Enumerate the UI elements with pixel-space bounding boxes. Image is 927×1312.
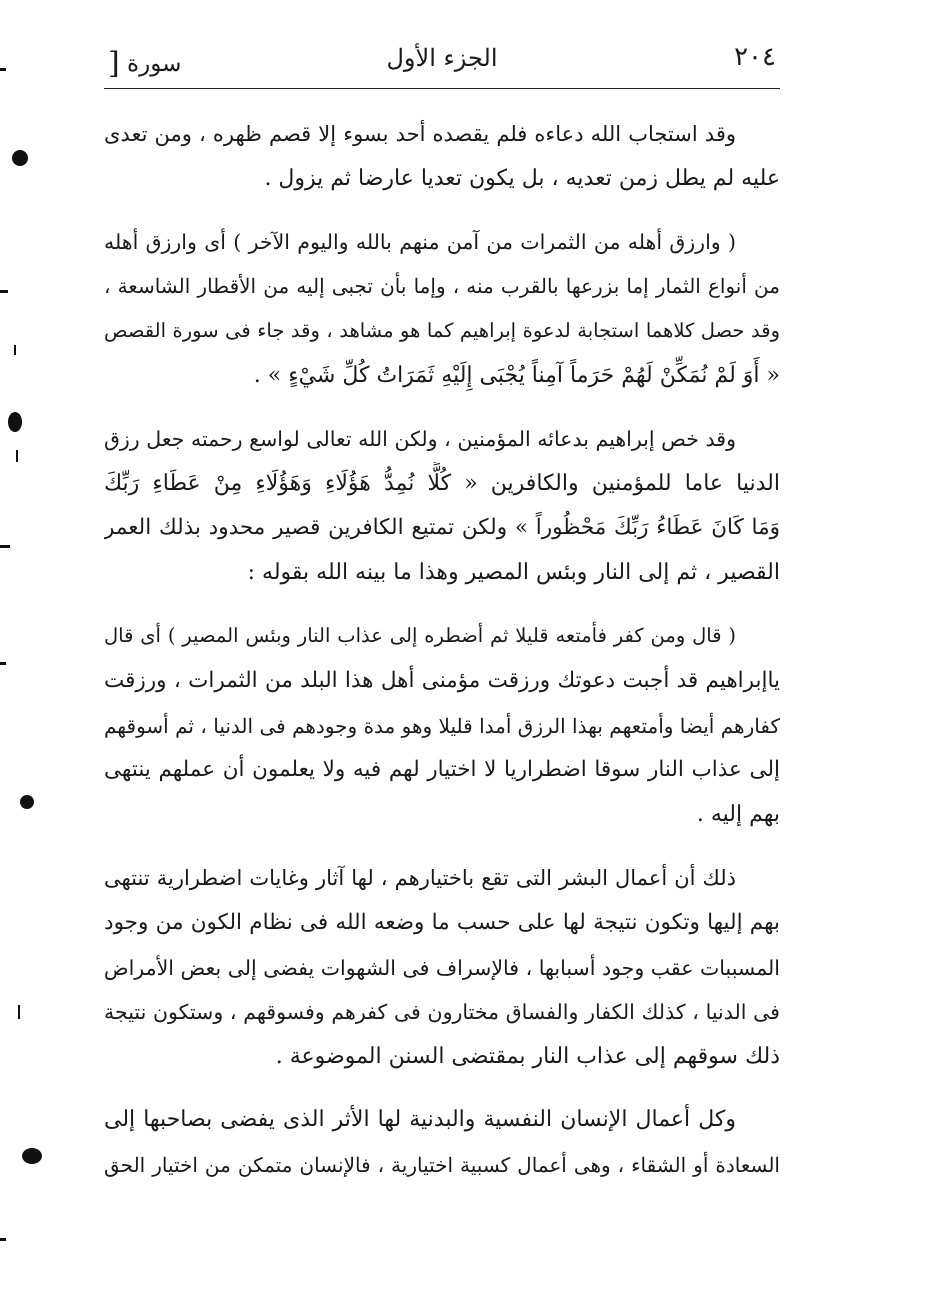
- text-line: عليه لم يطل زمن تعديه ، بل يكون تعديا عارضا ثم يزول .: [264, 165, 780, 191]
- paragraph-gap: [104, 202, 780, 220]
- surah-label-text: سورة: [127, 51, 182, 77]
- text-line: ذلك أن أعمال البشر التى تقع باختيارهم ، لها آثار وغايات اضطرارية تنتهى: [104, 865, 736, 890]
- text-line: وقد خص إبراهيم بدعائه المؤمنين ، ولكن الله تعالى لواسع رحمته جعل رزق: [104, 426, 736, 451]
- scan-tick: [0, 662, 6, 665]
- scan-tick: [0, 290, 8, 293]
- scan-tick: [0, 1238, 6, 1241]
- scan-speck: [20, 795, 34, 809]
- scan-tick: [18, 1005, 20, 1019]
- text-line: السعادة أو الشقاء ، وهى أعمال كسبية اختيارية ، فالإنسان متمكن من اختيار الحق: [104, 1152, 780, 1177]
- text-line: إلى عذاب النار سوقا اضطراريا لا اختيار لهم فيه ولا يعلمون أن عملهم ينتهى: [104, 757, 780, 783]
- scan-tick: [0, 545, 10, 548]
- text-line: المسببات عقب وجود أسبابها ، فالإسراف فى الشهوات يفضى إلى بعض الأمراض: [104, 955, 780, 980]
- text-line: ( قال ومن كفر فأمتعه قليلا ثم أضطره إلى عذاب النار وبئس المصير ) أى قال: [104, 623, 736, 647]
- scan-speck: [12, 150, 28, 166]
- text-line: وقد استجاب الله دعاءه فلم يقصده أحد بسوء إلا قصم ظهره ، ومن تعدى: [104, 122, 736, 146]
- text-line: بهم إليها وتكون نتيجة لها على حسب ما وضعه الله فى نظام الكون من وجود: [104, 909, 780, 935]
- text-line: وكل أعمال الإنسان النفسية والبدنية لها الأثر الذى يفضى بصاحبها إلى: [104, 1106, 736, 1132]
- scan-speck: [22, 1148, 42, 1164]
- text-line: بهم إليه .: [696, 802, 780, 828]
- text-line: فى الدنيا ، كذلك الكفار والفساق مختارون فى كفرهم وفسوقهم ، وستكون نتيجة: [104, 1000, 780, 1025]
- page-body: [104, 112, 780, 1188]
- quran-verse-line: « أَوَ لَمْ نُمَكِّنْ لَهُمْ حَرَماً آمِناً يُجْبَى إِلَيْهِ ثَمَرَاتُ كُلِّ شَيْءٍ » .: [253, 362, 780, 388]
- text-line: ( وارزق أهله من الثمرات من آمن منهم بالله واليوم الآخر ) أى وارزق أهله: [104, 229, 736, 254]
- surah-label: [108, 44, 181, 79]
- quran-verse-line: الدنيا عاما للمؤمنين والكافرين « كُلًّا نُمِدُّ هَؤُلَاءِ وَهَؤُلَاءِ مِنْ عَطَاءِ رَبِّكَ: [104, 470, 780, 496]
- text-line: كفارهم أيضا وأمتعهم بهذا الرزق أمدا قليلا وهو مدة وجودهم فى الدنيا ، ثم أسوقهم: [104, 713, 780, 738]
- part-title: الجزء الأول: [386, 44, 498, 72]
- text-line: القصير ، ثم إلى النار وبئس المصير وهذا ما بينه الله بقوله :: [247, 560, 780, 586]
- text-line: من أنواع الثمار إما بزرعها بالقرب منه ، وإما بأن تجبى إليه من الأقطار الشاسعة ،: [104, 274, 780, 299]
- text-line: ياإبراهيم قد أجبت دعوتك ورزقت مؤمنى أهل هذا البلد من الثمرات ، ورزقت: [104, 667, 780, 693]
- page-header: [104, 40, 780, 80]
- paragraph-gap: [104, 838, 780, 856]
- header-rule: [104, 88, 780, 89]
- paragraph-gap: [104, 399, 780, 417]
- paragraph-gap: [104, 1080, 780, 1098]
- scan-tick: [0, 68, 6, 71]
- page-number: ٢٠٤: [734, 42, 776, 72]
- text-line: ذلك سوقهم إلى عذاب النار بمقتضى السنن الموضوعة .: [275, 1044, 780, 1070]
- scan-tick: [16, 450, 18, 462]
- surah-bracket: [: [108, 46, 120, 81]
- paragraph-gap: [104, 596, 780, 614]
- scan-speck: [8, 412, 22, 432]
- text-line: وقد حصل كلاهما استجابة لدعوة إبراهيم كما هو مشاهد ، وقد جاء فى سورة القصص: [104, 319, 780, 343]
- scan-tick: [14, 345, 16, 355]
- quran-verse-line: وَمَا كَانَ عَطَاءُ رَبِّكَ مَحْظُوراً » ولكن تمتيع الكافرين قصير محدود بذلك العمر: [104, 515, 780, 541]
